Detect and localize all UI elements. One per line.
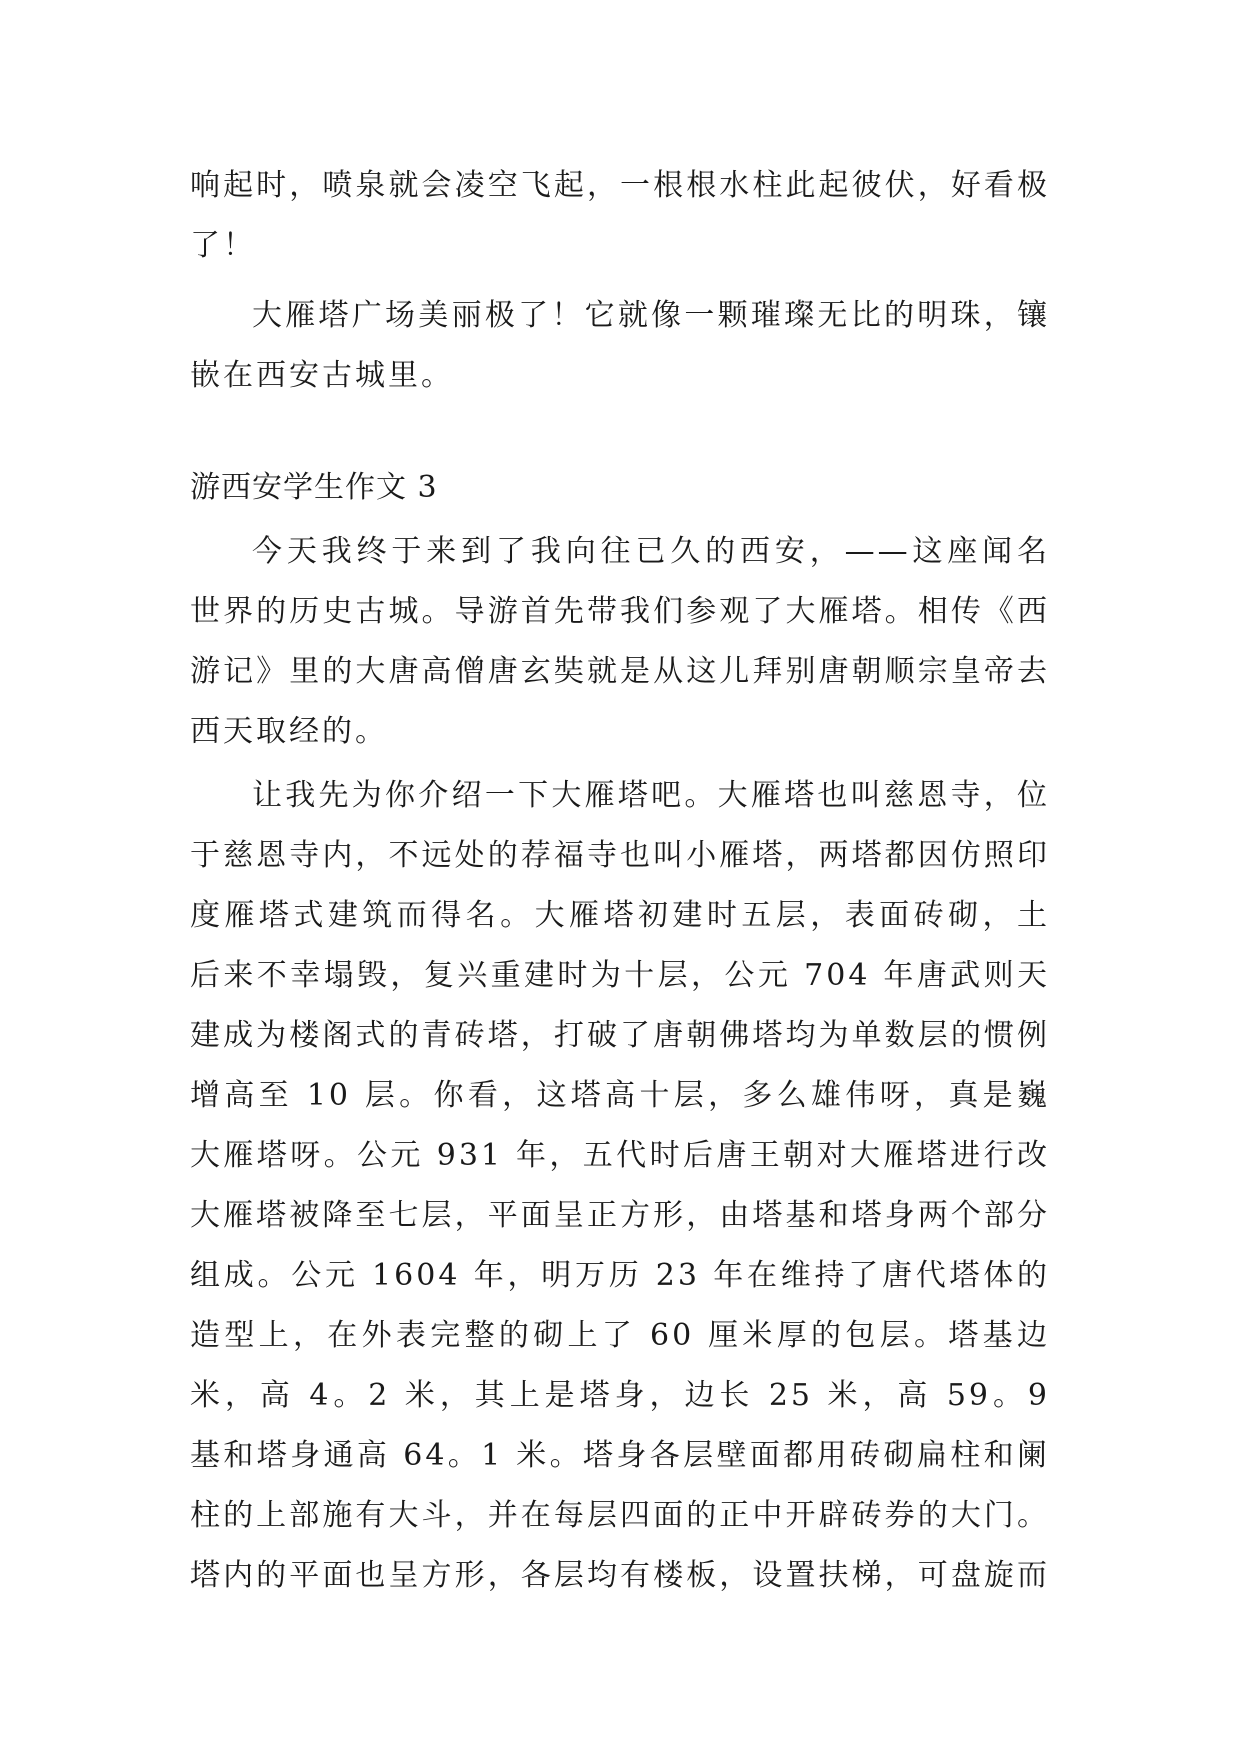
body-line: 世界的历史古城。导游首先带我们参观了大雁塔。相传《西 [190,594,1050,629]
body-line: 造型上，在外表完整的砌上了 60 厘米厚的包层。塔基边 [190,1318,1050,1353]
body-line: 度雁塔式建筑而得名。大雁塔初建时五层，表面砖砌，土 [190,898,1050,933]
body-line: 后来不幸塌毁，复兴重建时为十层，公元 704 年唐武则天 [190,958,1050,993]
paragraph-line: 让我先为你介绍一下大雁塔吧。大雁塔也叫慈恩寺，位 [252,778,1050,813]
body-line: 大雁塔呀。公元 931 年，五代时后唐王朝对大雁塔进行改 [190,1138,1050,1173]
body-line: 米，高 4。2 米，其上是塔身，边长 25 米，高 59。9 [190,1378,1050,1413]
body-line: 柱的上部施有大斗，并在每层四面的正中开辟砖券的大门。 [190,1498,1050,1533]
paragraph-line: 大雁塔广场美丽极了！它就像一颗璀璨无比的明珠，镶 [252,298,1050,333]
body-line: 建成为楼阁式的青砖塔，打破了唐朝佛塔均为单数层的惯例 [190,1018,1050,1053]
body-line: 组成。公元 1604 年，明万历 23 年在维持了唐代塔体的 [190,1258,1050,1293]
body-line: 嵌在西安古城里。 [190,358,454,393]
body-line: 游记》里的大唐高僧唐玄奘就是从这儿拜别唐朝顺宗皇帝去 [190,654,1050,689]
body-line: 增高至 10 层。你看，这塔高十层，多么雄伟呀，真是巍 [190,1078,1050,1113]
body-line: 西天取经的。 [190,714,388,749]
body-line: 了！ [190,228,256,263]
body-line: 于慈恩寺内，不远处的荐福寺也叫小雁塔，两塔都因仿照印 [190,838,1050,873]
body-line: 大雁塔被降至七层，平面呈正方形，由塔基和塔身两个部分 [190,1198,1050,1233]
body-line: 塔内的平面也呈方形，各层均有楼板，设置扶梯，可盘旋而 [190,1558,1050,1593]
body-line: 响起时，喷泉就会凌空飞起，一根根水柱此起彼伏，好看极 [190,168,1050,203]
section-title: 游西安学生作文 3 [190,470,438,505]
paragraph-line: 今天我终于来到了我向往已久的西安，——这座闻名 [252,534,1050,569]
body-line: 基和塔身通高 64。1 米。塔身各层壁面都用砖砌扁柱和阑 [190,1438,1050,1473]
